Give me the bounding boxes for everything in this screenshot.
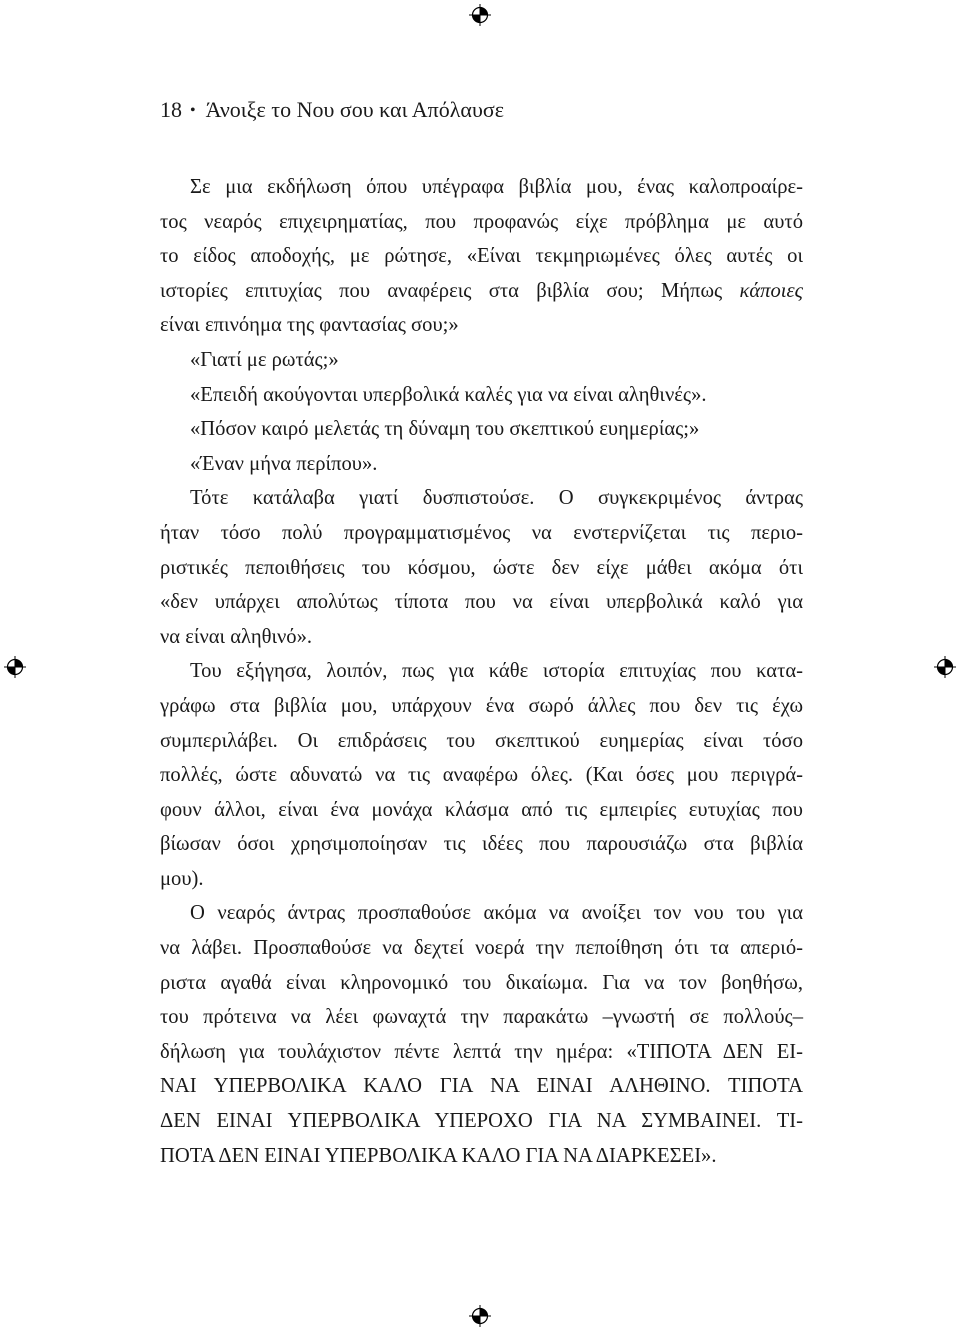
text-line: φουν άλλοι, είναι ένα μονάχα κλάσμα από τις εμπειρίες ευτυχίας που bbox=[160, 798, 803, 821]
text-line: βίωσαν όσοι χρησιμοποίησαν τις ιδέες που παρουσιάζω στα βιβλία bbox=[160, 833, 803, 856]
text-line: ήταν τόσο πολύ προγραμματισμένος να ενστερνίζεται τις περιο- bbox=[160, 521, 803, 544]
text-line: πολλές, ώστε αδυνατώ να τις αναφέρω όλες. (Και όσες μου περιγρά- bbox=[160, 764, 803, 787]
registration-mark-top-icon bbox=[469, 4, 491, 26]
text-line: «δεν υπάρχει απολύτως τίποτα που να είναι υπερβολικά καλό για bbox=[160, 591, 803, 614]
text-line: τος νεαρός επιχειρηματίας, που προφανώς είχε πρόβλημα με αυτό bbox=[160, 210, 803, 233]
text-line: ΠΟΤΑ ΔΕΝ ΕΙΝΑΙ ΥΠΕΡΒΟΛΙΚΑ ΚΑΛΟ ΓΙΑ ΝΑ ΔΙΑΡΚΕΣΕΙ». bbox=[160, 1144, 717, 1167]
text-line: ιστορίες επιτυχίας που αναφέρεις στα βιβλία σου; Μήπως κάποιες bbox=[160, 279, 803, 302]
text-line: ριστα αγαθά είναι κληρονομικό του δικαίωμα. Για να τον βοηθήσω, bbox=[160, 971, 803, 994]
text-line: ριστικές πεποιθήσεις του κόσμου, ώστε δεν είχε μάθει ακόμα ότι bbox=[160, 556, 803, 579]
registration-mark-left-icon bbox=[4, 656, 26, 678]
registration-mark-right-icon bbox=[934, 656, 956, 678]
text-line: μου). bbox=[160, 867, 204, 890]
page-number: 18 bbox=[160, 97, 182, 122]
text-line: το είδος αποδοχής, με ρώτησε, «Είναι τεκμηριωμένες όλες αυτές οι bbox=[160, 245, 803, 268]
text-line: «Έναν μήνα περίπου». bbox=[190, 452, 378, 475]
book-title: Άνοιξε το Νου σου και Απόλαυσε bbox=[205, 97, 504, 122]
text-line: γράφω στα βιβλία μου, υπάρχουν ένα σωρό άλλες που δεν τις έχω bbox=[160, 694, 803, 717]
text-line: Τότε κατάλαβα γιατί δυσπιστούσε. Ο συγκεκριμένος άντρας bbox=[190, 487, 803, 510]
text-line: να λάβει. Προσπαθούσε να δεχτεί νοερά την πεποίθηση ότι τα απεριό- bbox=[160, 937, 803, 960]
body-text bbox=[160, 170, 803, 1173]
text-line: είναι επινόημα της φαντασίας σου;» bbox=[160, 314, 459, 337]
text-line: Ο νεαρός άντρας προσπαθούσε ακόμα να ανοίξει τον νου του για bbox=[190, 902, 803, 925]
text-line: Του εξήγησα, λοιπόν, πως για κάθε ιστορία επιτυχίας που κατα- bbox=[190, 660, 803, 683]
text-line: «Πόσον καιρό μελετάς τη δύναμη του σκεπτικού ευημερίας;» bbox=[190, 418, 700, 441]
text-line: «Γιατί με ρωτάς;» bbox=[190, 348, 339, 371]
text-line: του πρότεινα να λέει φωναχτά την παρακάτω –γνωστή σε πολλούς– bbox=[160, 1006, 803, 1029]
text-line: Σε μια εκδήλωση όπου υπέγραφα βιβλία μου, ένας καλοπροαίρε- bbox=[190, 176, 803, 198]
emphasis-text: κάποιες bbox=[739, 279, 803, 302]
text-line: ΝΑΙ ΥΠΕΡΒΟΛΙΚΑ ΚΑΛΟ ΓΙΑ ΝΑ ΕΙΝΑΙ ΑΛΗΘΙΝΟ. ΤΙΠΟΤΑ bbox=[160, 1075, 803, 1098]
text-line: συμπεριλάβει. Οι επιδράσεις του σκεπτικού ευημερίας είναι τόσο bbox=[160, 729, 803, 752]
text-line: δήλωση για τουλάχιστον πέντε λεπτά την ημέρα: «ΤΙΠΟΤΑ ΔΕΝ ΕΙ- bbox=[160, 1040, 803, 1063]
text-line: «Επειδή ακούγονται υπερβολικά καλές για να είναι αληθινές». bbox=[190, 383, 707, 406]
running-header bbox=[160, 96, 504, 125]
text-line: να είναι αληθινό». bbox=[160, 625, 313, 648]
registration-mark-bottom-icon bbox=[469, 1305, 491, 1327]
header-bullet: • bbox=[190, 102, 196, 119]
text-line: ΔΕΝ ΕΙΝΑΙ ΥΠΕΡΒΟΛΙΚΑ ΥΠΕΡΟΧΟ ΓΙΑ ΝΑ ΣΥΜΒΑΙΝΕΙ. ΤΙ- bbox=[160, 1110, 803, 1133]
